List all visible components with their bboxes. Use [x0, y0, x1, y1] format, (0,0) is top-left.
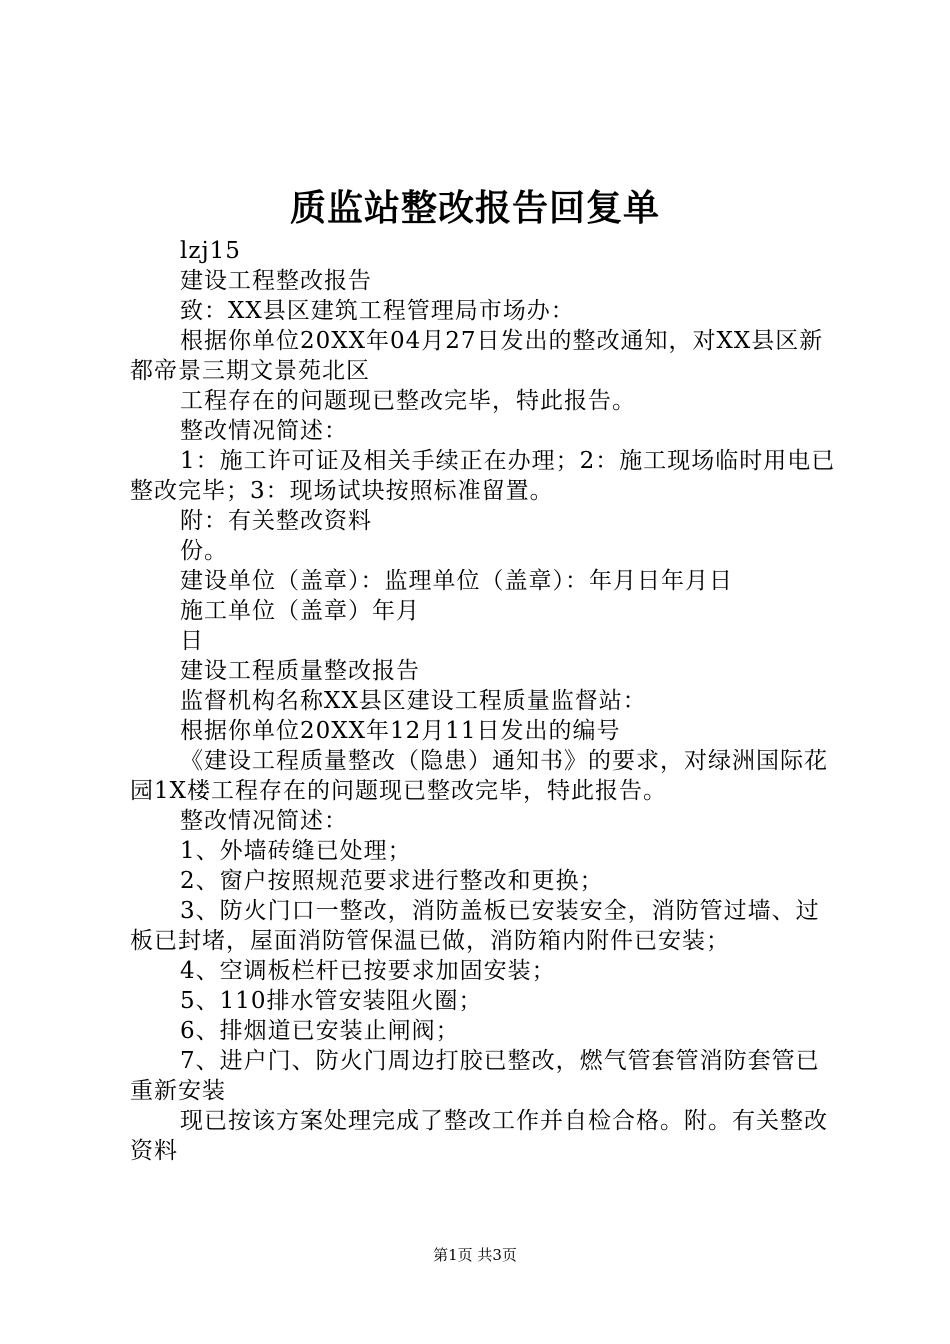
paragraph: 附：有关整改资料 — [180, 508, 372, 534]
paragraph: 5、110排水管安装阻火圈； — [180, 988, 483, 1014]
paragraph: 7、进户门、防火门周边打胶已整改，燃气管套管消防套管已重新安装 — [130, 1048, 820, 1104]
paragraph: 《建设工程质量整改（隐患）通知书》的要求，对绿洲国际花园1X楼工程存在的问题现已整改完毕，特此报告。 — [130, 748, 828, 804]
document-title: 质监站整改报告回复单 — [289, 187, 660, 229]
paragraph: 致：XX县区建筑工程管理局市场办： — [180, 298, 575, 324]
paragraph: 日 — [180, 628, 204, 654]
paragraph: 4、空调板栏杆已按要求加固安装； — [180, 958, 556, 984]
paragraph: 监督机构名称XX县区建设工程质量监督站： — [180, 688, 647, 714]
paragraph: 工程存在的问题现已整改完毕，特此报告。 — [180, 388, 636, 414]
paragraph: 根据你单位20XX年12月11日发出的编号 — [180, 718, 621, 744]
document-body — [130, 236, 840, 1166]
paragraph: lzj15 — [180, 238, 241, 264]
page-footer: 第1页 共3页 — [433, 1246, 517, 1264]
paragraph: 1：施工许可证及相关手续正在办理；2：施工现场临时用电已整改完毕；3：现场试块按照标准留置。 — [130, 448, 836, 504]
paragraph: 2、窗户按照规范要求进行整改和更换； — [180, 868, 604, 894]
paragraph: 建设工程质量整改报告 — [180, 658, 420, 684]
paragraph: 施工单位（盖章）年月 — [180, 598, 420, 624]
paragraph: 现已按该方案处理完成了整改工作并自检合格。附。有关整改资料 — [130, 1108, 828, 1164]
paragraph: 整改情况简述： — [180, 418, 348, 444]
paragraph: 1、外墙砖缝已处理； — [180, 838, 412, 864]
paragraph: 根据你单位20XX年04月27日发出的整改通知，对XX县区新都帝景三期文景苑北区 — [130, 328, 824, 384]
paragraph: 6、排烟道已安装止闸阀； — [180, 1018, 460, 1044]
paragraph: 3、防火门口一整改，消防盖板已安装安全，消防管过墙、过板已封堵，屋面消防管保温已做，消防箱内附件已安装； — [130, 898, 820, 954]
paragraph: 建设工程整改报告 — [180, 268, 372, 294]
paragraph: 建设单位（盖章）：监理单位（盖章）：年月日年月日 — [180, 568, 733, 594]
paragraph: 份。 — [180, 538, 228, 564]
paragraph: 整改情况简述： — [180, 808, 348, 834]
